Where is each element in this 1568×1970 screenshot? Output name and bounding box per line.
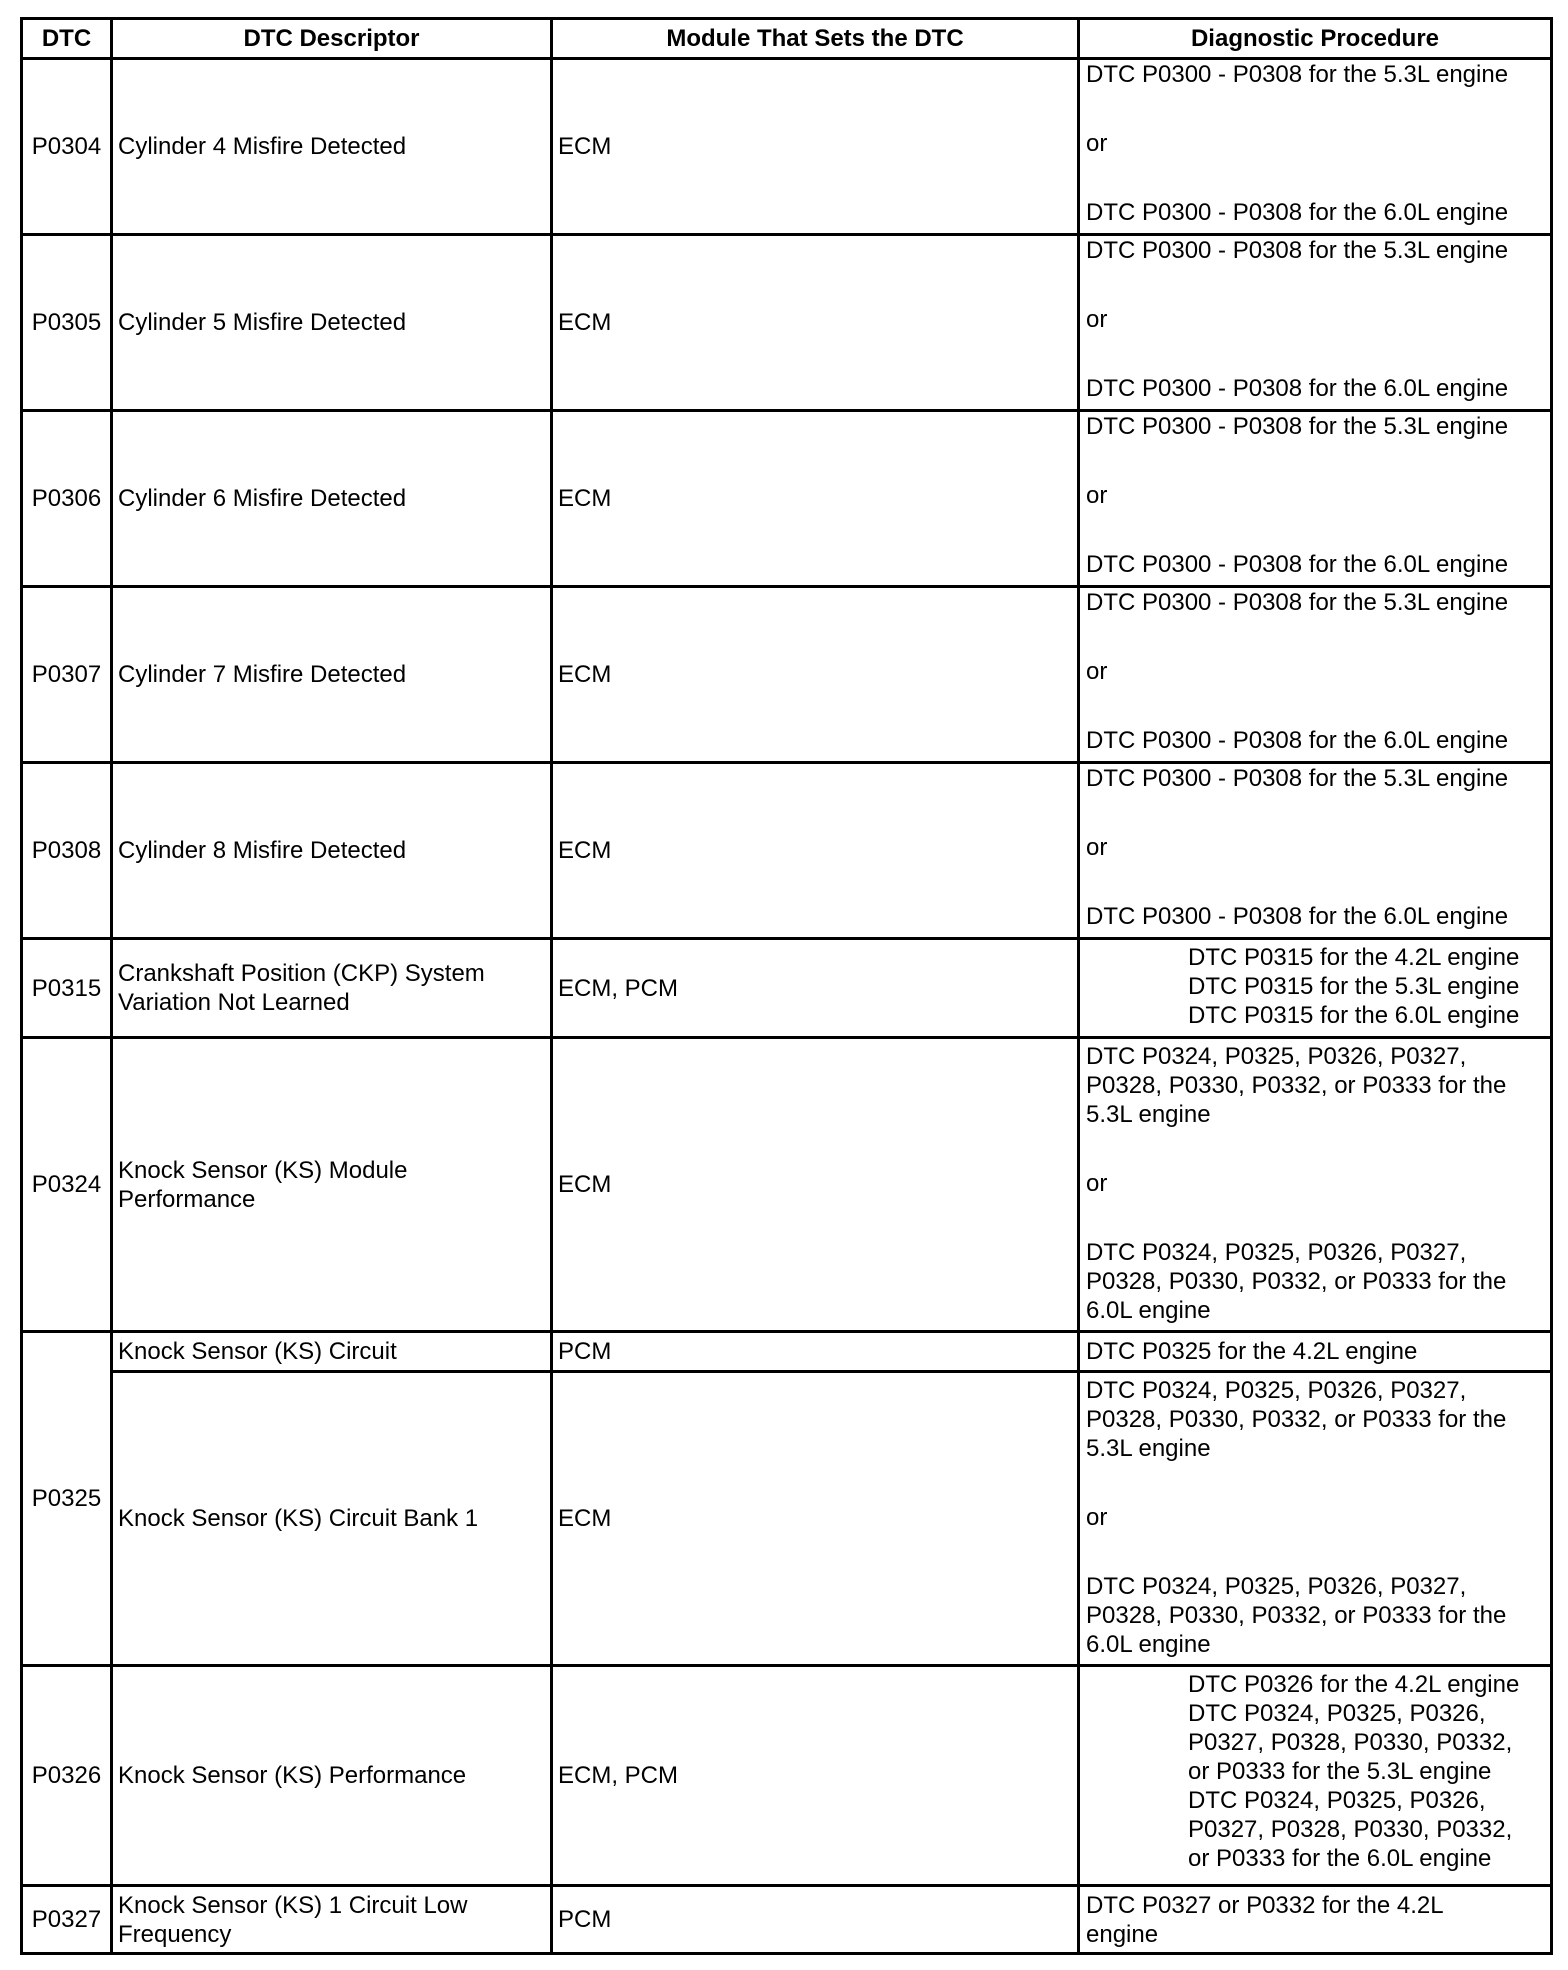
procedure-line: DTC P0326 for the 4.2L engine bbox=[1188, 1671, 1520, 1698]
procedure-or: or bbox=[1086, 658, 1108, 685]
header-descriptor: DTC Descriptor bbox=[112, 19, 552, 59]
dtc-descriptor: Cylinder 5 Misfire Detected bbox=[112, 235, 552, 411]
diagnostic-procedure bbox=[1079, 1038, 1552, 1332]
table-row bbox=[22, 1372, 1552, 1666]
dtc-code: P0304 bbox=[22, 59, 112, 235]
procedure-line: 6.0L engine bbox=[1086, 1631, 1211, 1658]
procedure-line: or P0333 for the 6.0L engine bbox=[1188, 1845, 1492, 1872]
dtc-module: ECM bbox=[552, 1372, 1079, 1666]
procedure-or: or bbox=[1086, 834, 1108, 861]
procedure-or: or bbox=[1086, 482, 1108, 509]
dtc-module: PCM bbox=[552, 1332, 1079, 1372]
dtc-code: P0327 bbox=[22, 1886, 112, 1954]
table-row bbox=[22, 1666, 1552, 1886]
dtc-module: ECM, PCM bbox=[552, 1666, 1079, 1886]
dtc-code: P0325 bbox=[22, 1332, 112, 1666]
procedure-or: or bbox=[1086, 130, 1108, 157]
procedure-line: P0328, P0330, P0332, or P0333 for the bbox=[1086, 1406, 1507, 1433]
table-row bbox=[22, 1886, 1552, 1954]
procedure-line: 5.3L engine bbox=[1086, 1435, 1211, 1462]
dtc-descriptor: Knock Sensor (KS) Circuit bbox=[112, 1332, 552, 1372]
diagnostic-procedure bbox=[1079, 1372, 1552, 1666]
table-row bbox=[22, 1332, 1552, 1372]
dtc-module: ECM bbox=[552, 59, 1079, 235]
diagnostic-procedure bbox=[1079, 1666, 1552, 1886]
procedure-line: 6.0L engine bbox=[1086, 1297, 1211, 1324]
procedure-line: DTC P0315 for the 6.0L engine bbox=[1188, 1002, 1520, 1029]
header-row bbox=[22, 19, 1552, 59]
dtc-descriptor bbox=[112, 939, 552, 1038]
descriptor-line: Variation Not Learned bbox=[118, 989, 350, 1016]
diagnostic-procedure bbox=[1079, 763, 1552, 939]
table-row bbox=[22, 411, 1552, 587]
procedure-or: or bbox=[1086, 306, 1108, 333]
procedure-line: P0328, P0330, P0332, or P0333 for the bbox=[1086, 1268, 1507, 1295]
procedure-line: DTC P0300 - P0308 for the 5.3L engine bbox=[1086, 765, 1509, 792]
procedure-or: or bbox=[1086, 1504, 1108, 1531]
diagnostic-procedure bbox=[1079, 587, 1552, 763]
descriptor-line: Crankshaft Position (CKP) System bbox=[118, 960, 485, 987]
dtc-module: ECM bbox=[552, 763, 1079, 939]
table-row bbox=[22, 59, 1552, 235]
procedure-line: DTC P0315 for the 4.2L engine bbox=[1188, 944, 1520, 971]
header-module: Module That Sets the DTC bbox=[552, 19, 1079, 59]
dtc-descriptor bbox=[112, 1038, 552, 1332]
diagnostic-procedure bbox=[1079, 939, 1552, 1038]
procedure-line: DTC P0300 - P0308 for the 6.0L engine bbox=[1086, 375, 1509, 402]
procedure-line: or P0333 for the 5.3L engine bbox=[1188, 1758, 1492, 1785]
dtc-descriptor: Cylinder 7 Misfire Detected bbox=[112, 587, 552, 763]
descriptor-line: Performance bbox=[118, 1185, 256, 1213]
procedure-line: DTC P0300 - P0308 for the 6.0L engine bbox=[1086, 727, 1509, 754]
procedure-line: DTC P0300 - P0308 for the 5.3L engine bbox=[1086, 589, 1509, 616]
procedure-line: DTC P0324, P0325, P0326, P0327, bbox=[1086, 1573, 1467, 1600]
procedure-line: DTC P0315 for the 5.3L engine bbox=[1188, 973, 1520, 1000]
diagnostic-procedure bbox=[1079, 411, 1552, 587]
dtc-table bbox=[20, 17, 1553, 1955]
dtc-module: PCM bbox=[552, 1886, 1079, 1954]
procedure-line: P0327, P0328, P0330, P0332, bbox=[1188, 1816, 1513, 1843]
table-row bbox=[22, 763, 1552, 939]
descriptor-line: Knock Sensor (KS) Module bbox=[118, 1156, 408, 1184]
diagnostic-procedure bbox=[1079, 1332, 1552, 1372]
dtc-code: P0326 bbox=[22, 1666, 112, 1886]
table-row bbox=[22, 587, 1552, 763]
procedure-line: P0328, P0330, P0332, or P0333 for the bbox=[1086, 1602, 1507, 1629]
procedure-line: P0328, P0330, P0332, or P0333 for the bbox=[1086, 1072, 1507, 1099]
dtc-module: ECM bbox=[552, 235, 1079, 411]
procedure-line: DTC P0325 for the 4.2L engine bbox=[1086, 1338, 1418, 1365]
table-row bbox=[22, 1038, 1552, 1332]
dtc-descriptor: Knock Sensor (KS) Performance bbox=[112, 1666, 552, 1886]
dtc-code: P0305 bbox=[22, 235, 112, 411]
procedure-line: DTC P0300 - P0308 for the 5.3L engine bbox=[1086, 61, 1509, 88]
dtc-code: P0306 bbox=[22, 411, 112, 587]
procedure-line: DTC P0327 or P0332 for the 4.2L bbox=[1086, 1891, 1444, 1919]
procedure-line: DTC P0300 - P0308 for the 5.3L engine bbox=[1086, 237, 1509, 264]
procedure-line: DTC P0300 - P0308 for the 6.0L engine bbox=[1086, 199, 1509, 226]
procedure-line: DTC P0324, P0325, P0326, bbox=[1188, 1700, 1486, 1727]
dtc-code: P0324 bbox=[22, 1038, 112, 1332]
dtc-module: ECM bbox=[552, 1038, 1079, 1332]
procedure-line: 5.3L engine bbox=[1086, 1101, 1211, 1128]
procedure-line: DTC P0324, P0325, P0326, bbox=[1188, 1787, 1486, 1814]
procedure-line: DTC P0300 - P0308 for the 6.0L engine bbox=[1086, 903, 1509, 930]
procedure-line: DTC P0324, P0325, P0326, P0327, bbox=[1086, 1239, 1467, 1266]
diagnostic-procedure bbox=[1079, 235, 1552, 411]
dtc-descriptor bbox=[112, 1886, 552, 1954]
header-dtc: DTC bbox=[22, 19, 112, 59]
dtc-code: P0308 bbox=[22, 763, 112, 939]
dtc-descriptor: Cylinder 8 Misfire Detected bbox=[112, 763, 552, 939]
procedure-line: DTC P0300 - P0308 for the 5.3L engine bbox=[1086, 413, 1509, 440]
header-procedure: Diagnostic Procedure bbox=[1079, 19, 1552, 59]
procedure-or: or bbox=[1086, 1170, 1108, 1197]
dtc-module: ECM bbox=[552, 411, 1079, 587]
table-row bbox=[22, 235, 1552, 411]
dtc-code: P0315 bbox=[22, 939, 112, 1038]
procedure-line: DTC P0324, P0325, P0326, P0327, bbox=[1086, 1377, 1467, 1404]
descriptor-line: Frequency bbox=[118, 1920, 232, 1948]
procedure-line: P0327, P0328, P0330, P0332, bbox=[1188, 1729, 1513, 1756]
diagnostic-procedure bbox=[1079, 59, 1552, 235]
procedure-line: DTC P0300 - P0308 for the 6.0L engine bbox=[1086, 551, 1509, 578]
dtc-descriptor: Knock Sensor (KS) Circuit Bank 1 bbox=[112, 1372, 552, 1666]
dtc-descriptor: Cylinder 4 Misfire Detected bbox=[112, 59, 552, 235]
dtc-descriptor: Cylinder 6 Misfire Detected bbox=[112, 411, 552, 587]
procedure-line: engine bbox=[1086, 1920, 1159, 1948]
dtc-module: ECM, PCM bbox=[552, 939, 1079, 1038]
procedure-line: DTC P0324, P0325, P0326, P0327, bbox=[1086, 1043, 1467, 1070]
descriptor-line: Knock Sensor (KS) 1 Circuit Low bbox=[118, 1891, 468, 1919]
diagnostic-procedure bbox=[1079, 1886, 1552, 1954]
dtc-code: P0307 bbox=[22, 587, 112, 763]
table-row bbox=[22, 939, 1552, 1038]
dtc-module: ECM bbox=[552, 587, 1079, 763]
